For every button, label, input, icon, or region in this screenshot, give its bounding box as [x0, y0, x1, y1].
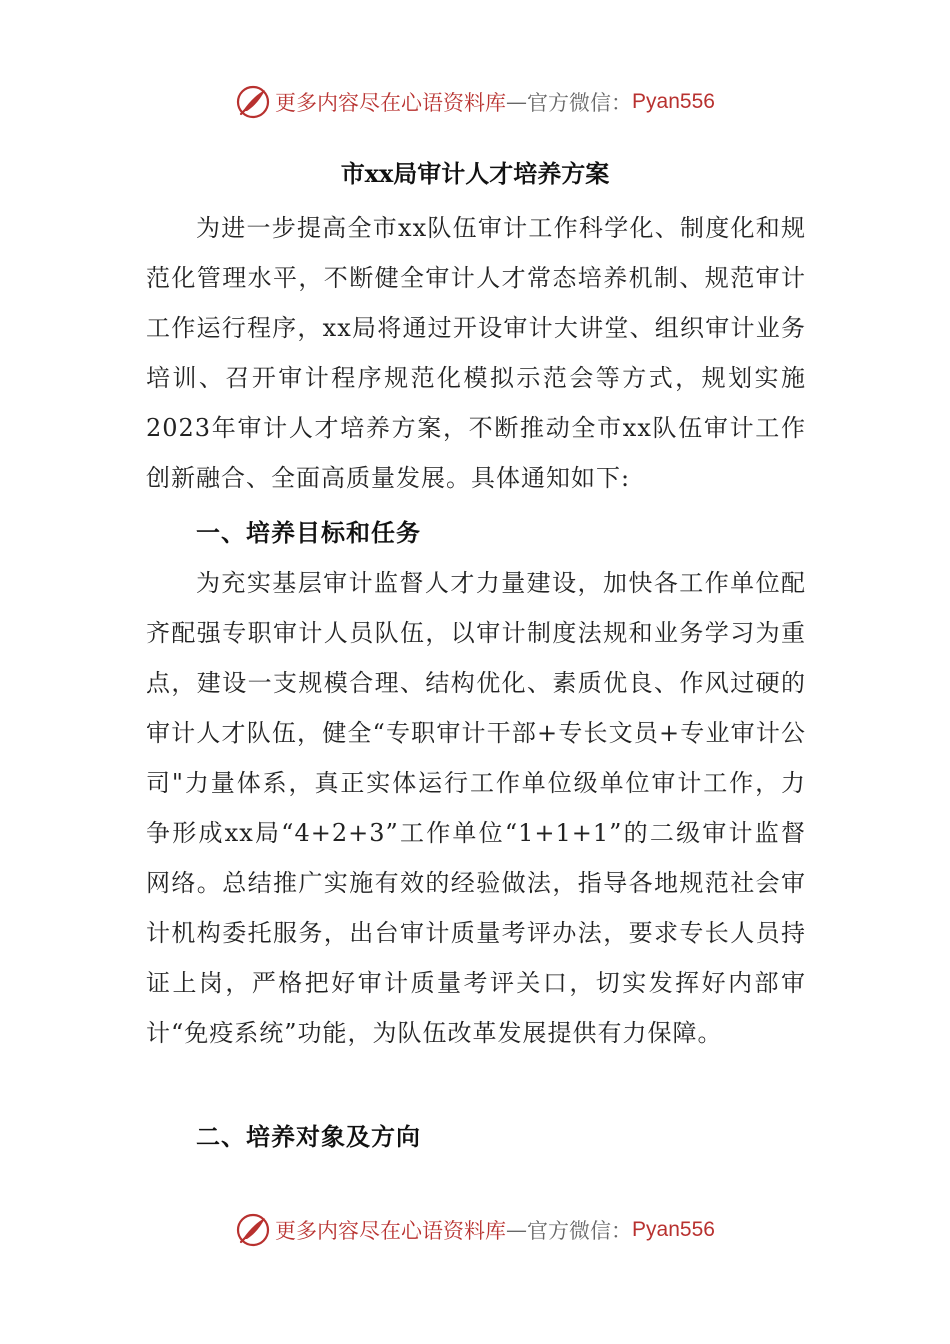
section-1-paragraph: 为充实基层审计监督人才力量建设，加快各工作单位配齐配强专职审计人员队伍，以审计制度法规和业务学习为重点，建设一支规模合理、结构优化、素质优良、作风过硬的审计人才队伍，健全“专职审计干部+专长文员+专业审计公司"力量体系，真正实体运行工作单位级单位审计工作，力争形成xx局“4+2+3”工作单位“1+1+1”的二级审计监督网络。总结推广实施有效的经验做法，指导各地规范社会审计机构委托服务，出台审计质量考评办法，要求专长人员持证上岗，严格把好审计质量考评关口，切实发挥好内部审计“免疫系统”功能，为队伍改革发展提供有力保障。	[146, 569, 806, 1047]
banner-contact-id: Pyan556	[632, 90, 715, 113]
footer-watermark-banner	[0, 1208, 950, 1252]
banner-text: 更多内容尽在心语资料库	[275, 91, 507, 115]
intro-paragraph: 为进一步提高全市xx队伍审计工作科学化、制度化和规范化管理水平，不断健全审计人才常态培养机制、规范审计工作运行程序，xx局将通过开设审计大讲堂、组织审计业务培训、召开审计程序规范化模拟示范会等方式，规划实施2023年审计人才培养方案，不断推动全市xx队伍审计工作创新融合、全面高质量发展。具体通知如下:	[146, 214, 806, 492]
banner-contact-label: 官方微信：	[527, 1219, 633, 1243]
quill-logo-icon	[235, 84, 271, 120]
section-heading-1: 一、培养目标和任务	[196, 518, 421, 547]
header-watermark-banner	[0, 80, 950, 124]
quill-logo-icon	[235, 1212, 271, 1248]
banner-contact-id: Pyan556	[632, 1218, 715, 1241]
section-heading-2: 二、培养对象及方向	[196, 1122, 421, 1151]
banner-dash: —	[506, 90, 528, 114]
banner-text: 更多内容尽在心语资料库	[275, 1219, 507, 1243]
banner-dash: —	[506, 1218, 528, 1242]
banner-contact-label: 官方微信：	[527, 91, 633, 115]
document-title: 市xx局审计人才培养方案	[340, 159, 610, 188]
